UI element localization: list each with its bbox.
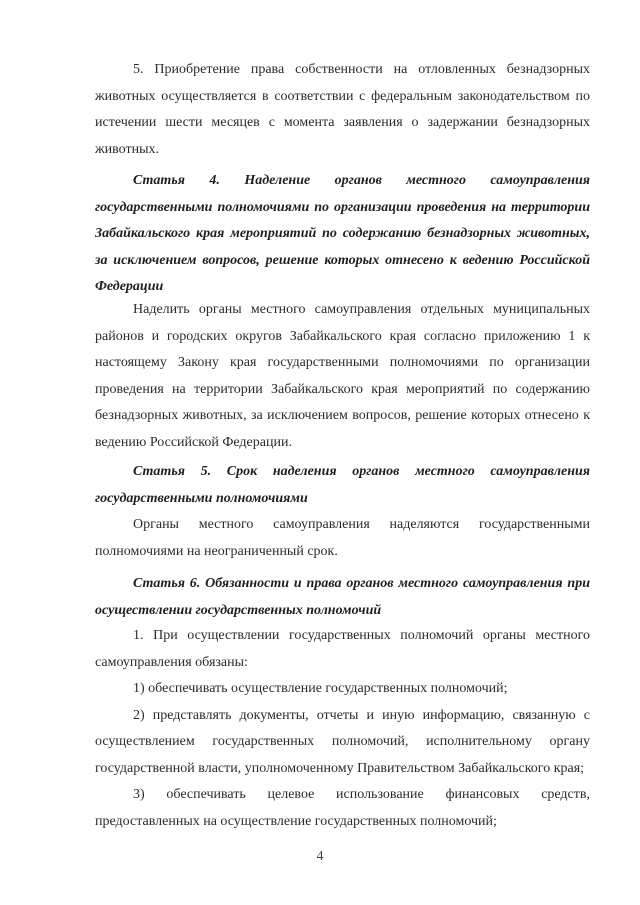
page-number: 4 [316,849,324,864]
article-6-item-3: 3) обеспечивать целевое использование финансовых средств, предоставленных на осуществление государственных полномочий; [95,787,590,829]
article-4-text: Наделить органы местного самоуправления отдельных муниципальных районов и городских округов Забайкальского края согласно приложению 1 к настоящему Закону края государственными полномочиями по организации проведения на территории Забайкальского края мероприятий по содержанию безнадзорных животных, за исключением вопросов, решение которых отнесено к ведению Российской Федерации. [95,302,590,450]
article-6-item-2: 2) представлять документы, отчеты и иную информацию, связанную с осуществлением государственных полномочий, исполнительному органу государственной власти, уполномоченному Правительством Забайкальского края; [95,707,590,776]
article-4-heading: Статья 4. Наделение органов местного самоуправления государственными полномочиями по организации проведения на территории Забайкальского края мероприятий по содержанию безнадзорных животных, за исключением вопросов, решение которых отнесено к ведению Российской Федерации [95,173,590,294]
article-5-heading: Статья 5. Срок наделения органов местного самоуправления государственными полномочиями [95,464,590,506]
article-6-item-1: 1) обеспечивать осуществление государственных полномочий; [133,681,508,696]
article-5-heading-block [95,459,590,512]
article-4-heading-block [95,168,590,301]
paragraph-text: 5. Приобретение права собственности на отловленных безнадзорных животных осуществляется в соответствии с федеральным законодательством по истечении шести месяцев с момента заявления о задержании безнадзорных животных. [95,62,590,157]
article-6-paragraph-1: 1. При осуществлении государственных полномочий органы местного самоуправления обязаны: [95,628,590,670]
article-5-body [95,512,590,565]
article-6-heading-block [95,571,590,624]
article-6-heading: Статья 6. Обязанности и права органов местного самоуправления при осуществлении государственных полномочий [95,576,590,618]
article-4-body [95,297,590,456]
paragraph-acquisition [95,57,590,163]
article-5-text: Органы местного самоуправления наделяются государственными полномочиями на неограниченный срок. [95,517,590,559]
article-6-body [95,623,590,835]
